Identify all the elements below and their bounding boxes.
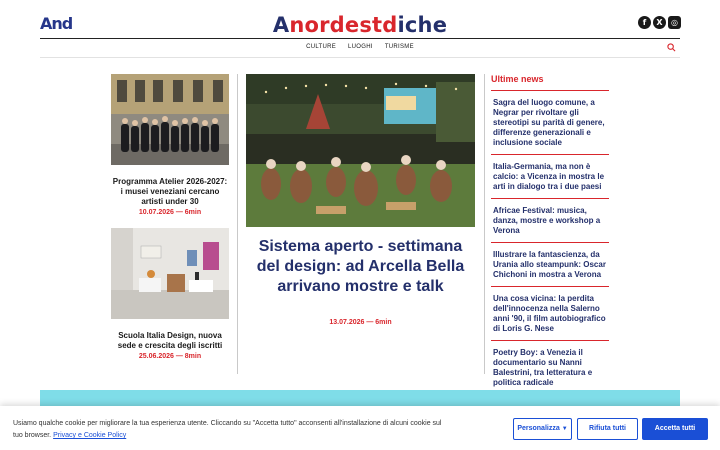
article-card[interactable]	[111, 228, 229, 360]
atelier-photo	[111, 74, 229, 165]
festival-photo[interactable]	[246, 74, 475, 227]
article-title[interactable]: Scuola Italia Design, nuova sede e crescita degli iscritti	[117, 331, 223, 350]
news-item[interactable]: Una cosa vicina: la perdita dell'innocenza nella Salerno anni '90, il film autobiografico di Loris G. Nese	[491, 286, 609, 340]
nav-item-culture[interactable]: CULTURE	[306, 44, 337, 50]
brand-part-4: iche	[397, 13, 448, 37]
news-item[interactable]: Africae Festival: musica, danza, mostre e workshop a Verona	[491, 198, 609, 242]
privacy-policy-link[interactable]: Privacy e Cookie Policy	[53, 432, 127, 439]
nav-divider	[40, 57, 680, 58]
reject-all-button[interactable]: Rifiuta tutti	[577, 418, 638, 440]
article-title[interactable]: Programma Atelier 2026-2027: i musei veneziani cercano artisti under 30	[112, 177, 228, 206]
article-meta: 25.06.2026 — 8min	[138, 353, 202, 360]
nav-item-turisme[interactable]: TURISME	[384, 44, 414, 50]
article-card[interactable]	[111, 74, 229, 216]
news-item[interactable]: Sagra del luogo comune, a Negrar per rivoltare gli stereotipi su parità di genere, differenze generazionali e inclusione sociale	[491, 90, 609, 154]
personalize-label: Personalizza	[517, 425, 560, 432]
personalize-button[interactable]	[513, 418, 572, 440]
cookie-message: Usiamo qualche cookie per migliorare la tua esperienza utente. Cliccando su "Accetta tutto" acconsenti all'installazione di alcuni cookie sul tuo browser.	[13, 420, 442, 439]
main-article-title[interactable]: Sistema aperto - settimana del design: ad Arcella Bella arrivano mostre e talk	[256, 238, 465, 295]
brand-part-3: d	[382, 13, 398, 37]
x-icon[interactable]: X	[653, 16, 666, 29]
article-meta: 10.07.2026 — 6min	[138, 209, 202, 216]
column-divider	[237, 74, 238, 374]
facebook-icon[interactable]: f	[638, 16, 651, 29]
chevron-down-icon: ▼	[561, 426, 568, 432]
header-divider	[40, 38, 680, 39]
accept-all-button[interactable]: Accetta tutti	[642, 418, 708, 440]
nav-item-luoghi[interactable]: LUOGHI	[348, 44, 373, 50]
instagram-icon[interactable]: ◎	[668, 16, 681, 29]
left-column	[111, 74, 229, 360]
news-item[interactable]: Poetry Boy: a Venezia il documentario su Nanni Balestrini, tra letteratura e politica radicale	[491, 340, 609, 394]
column-divider	[484, 74, 485, 374]
news-item[interactable]: Illustrare la fantascienza, da Urania allo steampunk: Oscar Chichoni in mostra a Verona	[491, 242, 609, 286]
cookie-text-block	[13, 418, 443, 442]
main-article-meta: 13.07.2026 — 6min	[329, 319, 392, 326]
logo-small-text: And	[40, 14, 73, 33]
news-item[interactable]: Italia-Germania, ma non è calcio: a Vicenza in mostra le arti in dialogo tra i due paesi	[491, 154, 609, 198]
news-heading: Ultime news	[491, 74, 544, 84]
cookie-banner	[0, 406, 720, 450]
brand-part-2: nordest	[289, 13, 383, 37]
brand-part-1: A	[272, 13, 290, 37]
main-nav	[0, 44, 720, 50]
search-icon[interactable]	[667, 43, 676, 52]
news-sidebar	[491, 74, 609, 394]
design-school-photo	[111, 228, 229, 319]
site-brand[interactable]	[0, 13, 720, 37]
site-header	[0, 0, 720, 58]
